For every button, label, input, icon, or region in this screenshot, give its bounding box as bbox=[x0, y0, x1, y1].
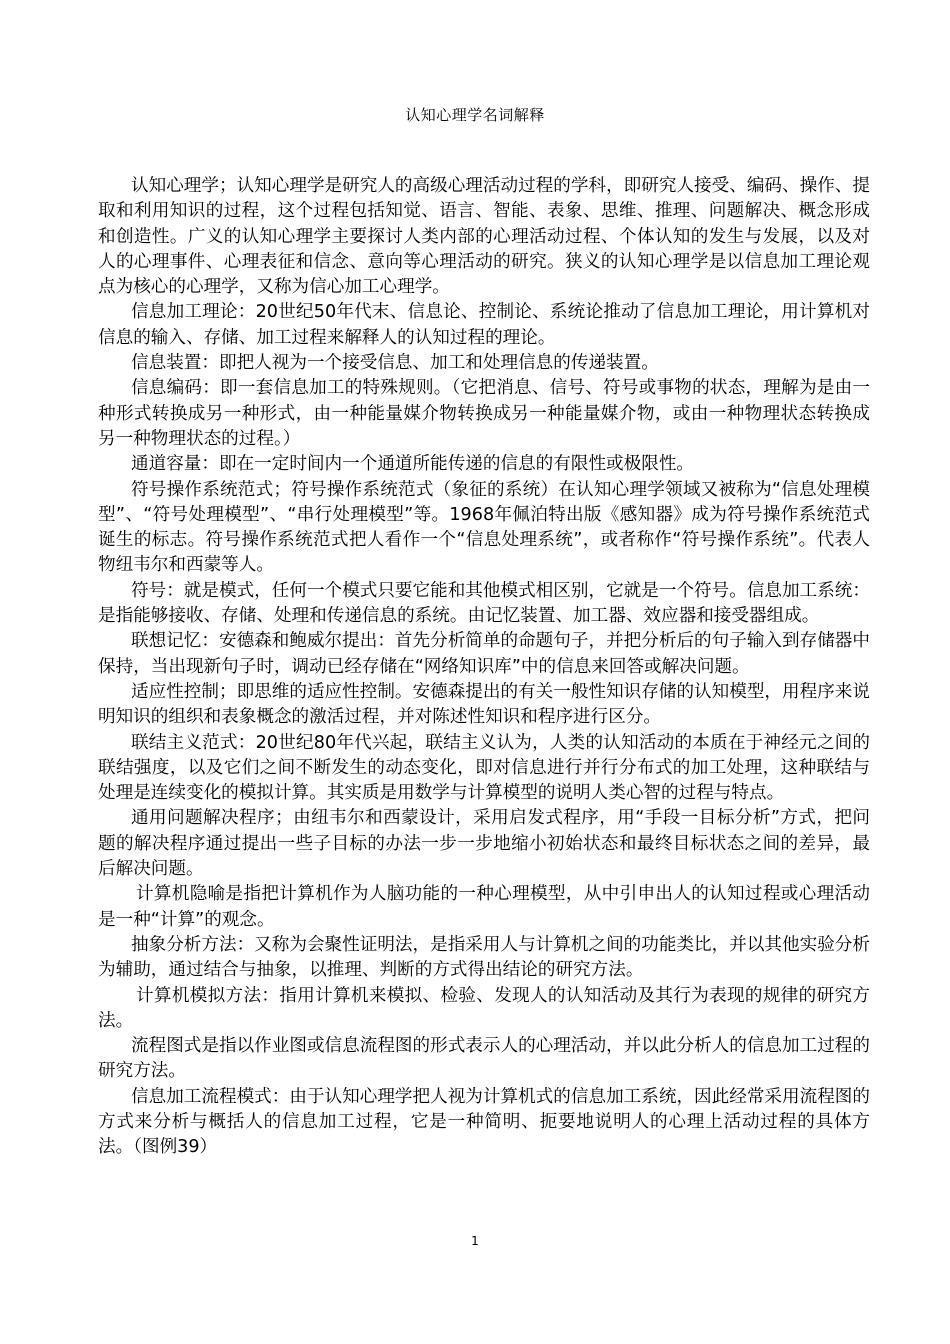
paragraph-channel-capacity: 通道容量：即在一定时间内一个通道所能传递的信息的有限性或极限性。 bbox=[131, 454, 695, 475]
paragraph-connectionism-paradigm: 联结主义范式：20世纪80年代兴起，联结主义认为，人类的认知活动的本质在于神经元之间的联结强度，以及它们之间不断发生的动态变化，即对信息进行并行分布式的加工处理，这种联结与处理是连续变化的模拟计算。其实质是用数学与计算模型的说明人类心智的过程与特点。 bbox=[98, 732, 870, 804]
paragraph-symbol-operating-system-paradigm: 符号操作系统范式；符号操作系统范式（象征的系统）在认知心理学领域又被称为“信息处理模型”、“符号处理模型”、“串行处理模型”等。1968年佩泊特出版《感知器》成为符号操作系统范式诞生的标志。符号操作系统范式把人看作一个“信息处理系统”，或者称作“符号操作系统”。代表人物纽韦尔和西蒙等人。 bbox=[98, 479, 870, 576]
paragraph-adaptive-control: 适应性控制；即思维的适应性控制。安德森提出的有关一般性知识存储的认知模型，用程序来说明知识的组织和表象概念的激活过程，并对陈述性知识和程序进行区分。 bbox=[98, 681, 870, 728]
paragraph-information-processing-theory: 信息加工理论：20世纪50年代末、信息论、控制论、系统论推动了信息加工理论，用计算机对信息的输入、存储、加工过程来解释人的认知过程的理论。 bbox=[98, 302, 870, 348]
paragraph-information-device: 信息装置：即把人视为一个接受信息、加工和处理信息的传递装置。 bbox=[131, 353, 659, 374]
document-body bbox=[98, 174, 870, 1161]
paragraph-cognitive-psychology: 认知心理学；认知心理学是研究人的高级心理活动过程的学科，即研究人接受、编码、操作、提取和利用知识的过程，这个过程包括知觉、语言、智能、表象、思维、推理、问题解决、概念形成和创造性。广义的认知心理学主要探讨人类内部的心理活动过程、个体认知的发生与发展，以及对人的心理事件、心理表征和信念、意向等心理活动的研究。狭义的认知心理学是以信息加工理论观点为核心的心理学，又称为信心加工心理学。 bbox=[98, 176, 870, 298]
paragraph-computer-metaphor: 计算机隐喻是指把计算机作为人脑功能的一种心理模型，从中引申出人的认知过程或心理活动是一种“计算”的观念。 bbox=[98, 884, 870, 930]
document-title: 认知心理学名词解释 bbox=[405, 106, 545, 124]
paragraph-general-problem-solver: 通用问题解决程序；由纽韦尔和西蒙设计，采用启发式程序，用“手段一目标分析”方式，把问题的解决程序通过提出一些子目标的办法一步一步地缩小初始状态和最终目标状态之间的差异，最后解决问题。 bbox=[98, 808, 870, 880]
paragraph-information-encoding: 信息编码：即一套信息加工的特殊规则。（它把消息、信号、符号或事物的状态，理解为是由一种形式转换成另一种形式，由一种能量媒介物转换成另一种能量媒介物，或由一种物理状态转换成另一种物理状态的过程。） bbox=[98, 378, 870, 449]
page-number: 1 bbox=[471, 1234, 479, 1248]
paragraph-flowchart: 流程图式是指以作业图或信息流程图的形式表示人的心理活动，并以此分析人的信息加工过程的研究方法。 bbox=[98, 1036, 870, 1082]
paragraph-associative-memory: 联想记忆：安德森和鲍威尔提出：首先分析简单的命题句子，并把分析后的句子输入到存储器中保持，当出现新句子时，调动已经存储在“网络知识库”中的信息来回答或解决问题。 bbox=[98, 631, 870, 677]
paragraph-information-processing-flow-model: 信息加工流程模式：由于认知心理学把人视为计算机式的信息加工系统，因此经常采用流程图的方式来分析与概括人的信息加工过程，它是一种简明、扼要地说明人的心理上活动过程的具体方法。（图例39） bbox=[98, 1086, 870, 1158]
paragraph-computer-simulation: 计算机模拟方法：指用计算机来模拟、检验、发现人的认知活动及其行为表现的规律的研究方法。 bbox=[98, 985, 870, 1031]
paragraph-symbol: 符号：就是模式，任何一个模式只要它能和其他模式相区别，它就是一个符号。信息加工系统：是指能够接收、存储、处理和传递信息的系统。由记忆装置、加工器、效应器和接受器组成。 bbox=[98, 580, 870, 627]
paragraph-abstract-analysis: 抽象分析方法：又称为会聚性证明法，是指采用人与计算机之间的功能类比，并以其他实验分析为辅助，通过结合与抽象，以推理、判断的方式得出结论的研究方法。 bbox=[98, 934, 870, 981]
